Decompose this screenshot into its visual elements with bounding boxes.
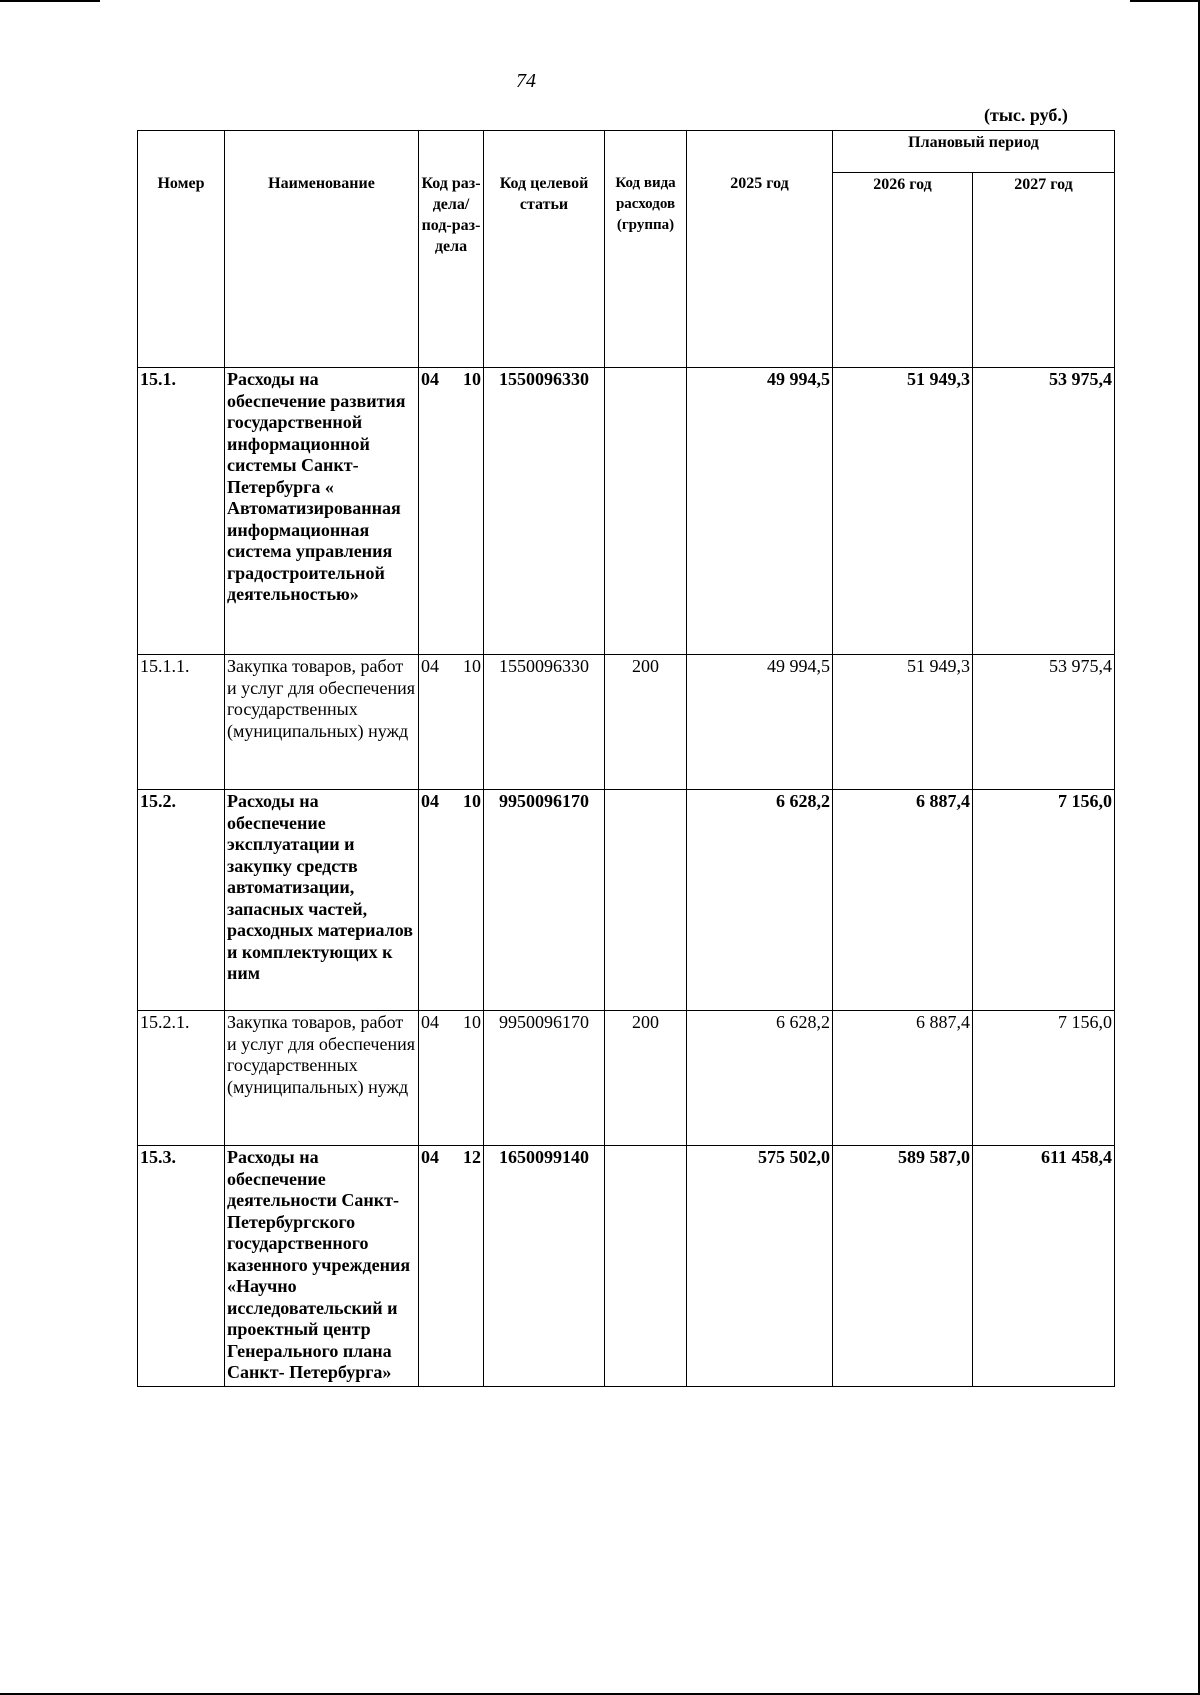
table-row [138,655,1115,790]
table-row [138,1146,1115,1387]
header-year-2027: 2027 год [973,172,1115,367]
row-target-code: 1550096330 [484,655,605,790]
row-section: 04 [421,369,439,389]
row-section-code [419,368,484,655]
header-section-code [419,131,484,368]
row-expense-kind [605,368,687,655]
table-row [138,368,1115,655]
row-target-code: 1550096330 [484,368,605,655]
row-expense-kind [605,790,687,1011]
row-amount-2025: 6 628,2 [687,1011,833,1146]
row-name: Расходы на обеспечение эксплуатации и закупку средств автоматизации, запасных частей, расходных материалов и комплектующих к ним [225,790,419,1011]
header-number: Номер [138,131,225,368]
row-subsection: 10 [463,1012,481,1032]
row-name: Закупка товаров, работ и услуг для обеспечения государственных (муниципальных) нужд [225,1011,419,1146]
units-label: (тыс. руб.) [984,105,1068,125]
header-year-2025: 2025 год [687,131,833,368]
row-amount-2026: 6 887,4 [833,1011,973,1146]
row-number: 15.2.1. [138,1011,225,1146]
row-section: 04 [421,791,439,811]
header-expense-kind: Код вида расходов (группа) [605,131,687,368]
row-amount-2025: 6 628,2 [687,790,833,1011]
row-name: Закупка товаров, работ и услуг для обеспечения государственных (муниципальных) нужд [225,655,419,790]
row-section-code [419,790,484,1011]
row-target-code: 9950096170 [484,1011,605,1146]
header-row [138,131,1115,173]
row-subsection: 10 [463,791,481,811]
row-section-code [419,1011,484,1146]
row-section-code [419,1146,484,1387]
row-expense-kind [605,1146,687,1387]
row-section: 04 [421,656,439,676]
row-target-code: 1650099140 [484,1146,605,1387]
row-amount-2025: 575 502,0 [687,1146,833,1387]
row-subsection: 12 [463,1147,481,1167]
row-amount-2026: 51 949,3 [833,368,973,655]
page-number: 74 [516,70,536,92]
header-section-code-text: Код раз-дела/ под-раз-дела [421,175,481,255]
row-number: 15.1. [138,368,225,655]
header-target-code-text: Код целевой статьи [499,175,589,213]
row-amount-2027: 7 156,0 [973,790,1115,1011]
budget-table [137,130,1115,1387]
scan-edge-mark [0,0,100,2]
row-number: 15.3. [138,1146,225,1387]
row-section-code [419,655,484,790]
header-planned-period: Плановый период [833,131,1115,173]
row-amount-2027: 53 975,4 [973,368,1115,655]
row-amount-2025: 49 994,5 [687,655,833,790]
row-amount-2025: 49 994,5 [687,368,833,655]
row-target-code: 9950096170 [484,790,605,1011]
row-section: 04 [421,1012,439,1032]
row-amount-2027: 611 458,4 [973,1146,1115,1387]
row-amount-2026: 51 949,3 [833,655,973,790]
row-amount-2027: 53 975,4 [973,655,1115,790]
table-row [138,1011,1115,1146]
row-number: 15.2. [138,790,225,1011]
header-year-2026: 2026 год [833,172,973,367]
row-amount-2026: 589 587,0 [833,1146,973,1387]
row-amount-2026: 6 887,4 [833,790,973,1011]
row-expense-kind: 200 [605,655,687,790]
row-expense-kind: 200 [605,1011,687,1146]
row-amount-2027: 7 156,0 [973,1011,1115,1146]
row-name: Расходы на обеспечение деятельности Санкт-Петербургского государственного казенного учреждения «Научно исследовательский и проектный центр Генерального плана Санкт- Петербурга» [225,1146,419,1387]
row-number: 15.1.1. [138,655,225,790]
header-name: Наименование [225,131,419,368]
table-row [138,790,1115,1011]
row-name: Расходы на обеспечение развития государственной информационной системы Санкт-Петербурга « Автоматизированная информационная система управления градостроительной деятельностью» [225,368,419,655]
row-subsection: 10 [463,656,481,676]
row-subsection: 10 [463,369,481,389]
row-section: 04 [421,1147,439,1167]
scan-edge-mark [1130,0,1200,2]
header-target-code [484,131,605,368]
